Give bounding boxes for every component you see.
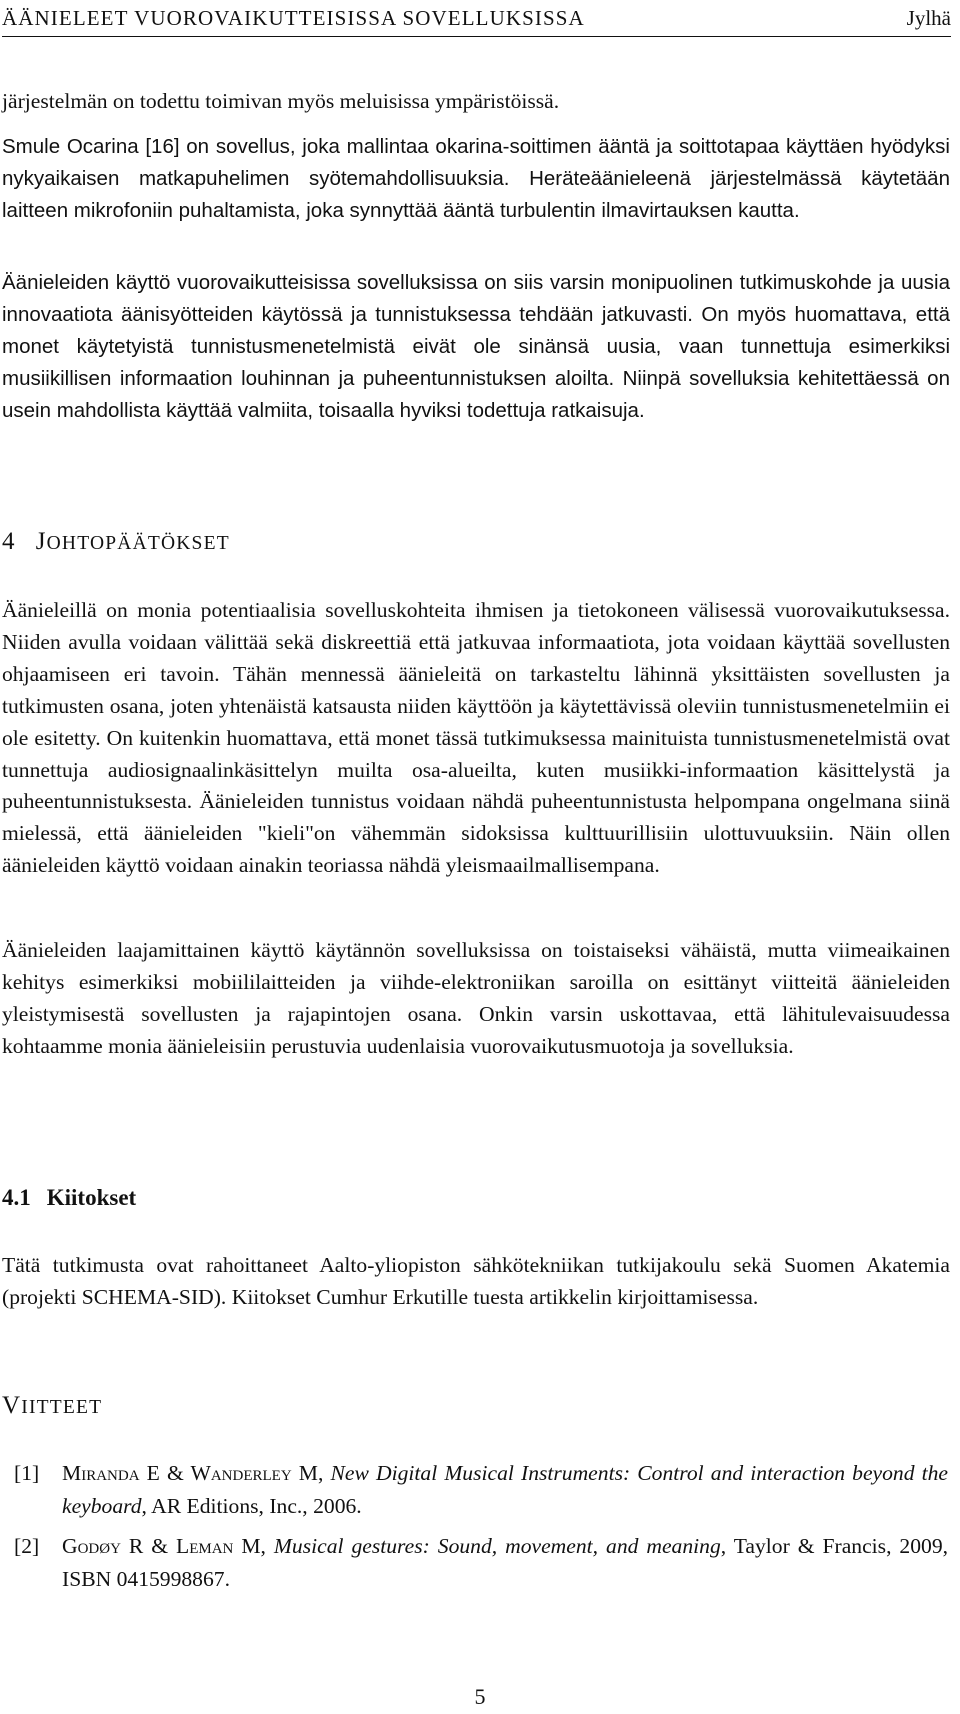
reference-title: New Digital Musical Instruments: Control and interaction beyond the keyboard <box>62 1461 949 1518</box>
reference-title: Musical gestures: Sound, movement, and meaning <box>273 1534 721 1558</box>
section-heading <box>2 528 230 556</box>
page-number: 5 <box>474 1684 486 1709</box>
references-heading <box>2 1392 102 1420</box>
reference-publisher: , Taylor & Francis, 2009, ISBN 0415998867. <box>62 1534 949 1591</box>
paragraph-conclusions-1: Äänieleillä on monia potentiaalisia sovelluskohteita ihmisen ja tietokoneen välisessä vuorovaikutuksessa. Niiden avulla voidaan välittää sekä diskreettiä että jatkuvaa informaatiota, jota voidaan käyttää sovellusten ohjaamiseen eri tavoin. Tähän mennessä äänieleitä on tarkasteltu lähinnä yksittäisten sovellusten ja tutkimusten osana, joten yhtenäistä katsausta niiden käyttöön ja käytettävissä oleviin tunnistusmenetelmiin ei ole esitetty. On kuitenkin huomattava, että monet tässä tutkimuksessa mainituista tunnistusmenetelmistä ovat tunnettuja audiosignaalinkäsittelyn muilta osa-alueilta, kuten musiikki-informaation käsittelystä ja puheentunnistuksesta. Äänieleiden tunnistus voidaan nähdä puheentunnistusta helpompana ongelmana siinä mielessä, että äänieleiden "kieli"on vähemmän sidoksissa kulttuurillisiin ulottuvuuksiin. Näin ollen äänieleiden käyttö voidaan ainakin teoriassa nähdä yleismaailmallisempana. <box>2 598 950 878</box>
reference-authors: Miranda E & Wanderley M <box>62 1461 318 1485</box>
reference-label: [2] <box>14 1534 40 1558</box>
reference-publisher: , AR Editions, Inc., 2006. <box>141 1494 362 1518</box>
section-title-initial: J <box>35 528 47 555</box>
subsection-heading <box>2 1185 136 1211</box>
paragraph-summary: Äänieleiden käyttö vuorovaikutteisissa sovelluksissa on siis varsin monipuolinen tutkimuskohde ja uusia innovaatiota äänisyötteiden käytössä ja tunnistuksessa tehdään jatkuvasti. On myös huomattava, että monet käytetyistä tunnistusmenetelmistä eivät ole sinänsä uusia, vaan tunnettuja esimerkiksi musiikillisen informaation louhinnan ja puheentunnistuksen aloilta. Niinpä sovelluksia kehitettäessä on usein mahdollista käyttää valmiita, toisaalla hyviksi todettuja ratkaisuja. <box>2 271 950 422</box>
paragraph: järjestelmän on todettu toimivan myös meluisissa ympäristöissä. <box>2 89 560 113</box>
references-heading-rest: IITTEET <box>21 1397 103 1418</box>
reference-authors: Godøy R & Leman M <box>62 1534 261 1558</box>
reference-item: [1] Miranda E & Wanderley M, New Digital Musical Instruments: Control and interaction beyond the keyboard, AR Editions, Inc., 2006. <box>2 1457 948 1523</box>
paragraph-conclusions-2: Äänieleiden laajamittainen käyttö käytännön sovelluksissa on toistaiseksi vähäistä, mutta viimeaikainen kehitys esimerkiksi mobiililaitteiden ja viihde-elektroniikan saroilla on esittänyt viitteitä äänieleiden yleistymisestä sovellusten ja rajapintojen osana. Onkin varsin uskottavaa, että lähitulevaisuudessa kohtaamme monia äänieleisiin perustuvia uudenlaisia vuorovaikutusmuotoja ja sovelluksia. <box>2 938 950 1058</box>
section-number: 4 <box>2 528 16 555</box>
paragraph-acknowledgements: Tätä tutkimusta ovat rahoittaneet Aalto-yliopiston sähkötekniikan tutkijakoulu sekä Suomen Akatemia (projekti SCHEMA-SID). Kiitokset Cumhur Erkutille tuesta artikkelin kirjoittamisessa. <box>2 1253 950 1309</box>
running-head-author: Jylhä <box>906 6 951 30</box>
references-heading-initial: V <box>2 1392 22 1419</box>
running-head-title: ÄÄNIELEET VUOROVAIKUTTEISISSA SOVELLUKSISSA <box>2 6 585 30</box>
running-head <box>2 2 951 37</box>
subsection-title: Kiitokset <box>46 1185 137 1210</box>
section-title-rest: OHTOPÄÄTÖKSET <box>46 533 230 554</box>
reference-item: [2] Godøy R & Leman M, Musical gestures: Sound, movement, and meaning, Taylor & Francis, 2009, ISBN 0415998867. <box>2 1530 948 1596</box>
reference-label: [1] <box>14 1461 40 1485</box>
subsection-number: 4.1 <box>2 1185 31 1210</box>
paragraph-smule-ocarina: Smule Ocarina [16] on sovellus, joka mallintaa okarina-soittimen ääntä ja soittotapaa käyttäen hyödyksi nykyaikaisen matkapuhelimen syötemahdollisuuksia. Heräteäänieleenä järjestelmässä käytetään laitteen mikrofoniin puhaltamista, joka synnyttää ääntä turbulentin ilmavirtauksen kautta. <box>2 135 950 222</box>
